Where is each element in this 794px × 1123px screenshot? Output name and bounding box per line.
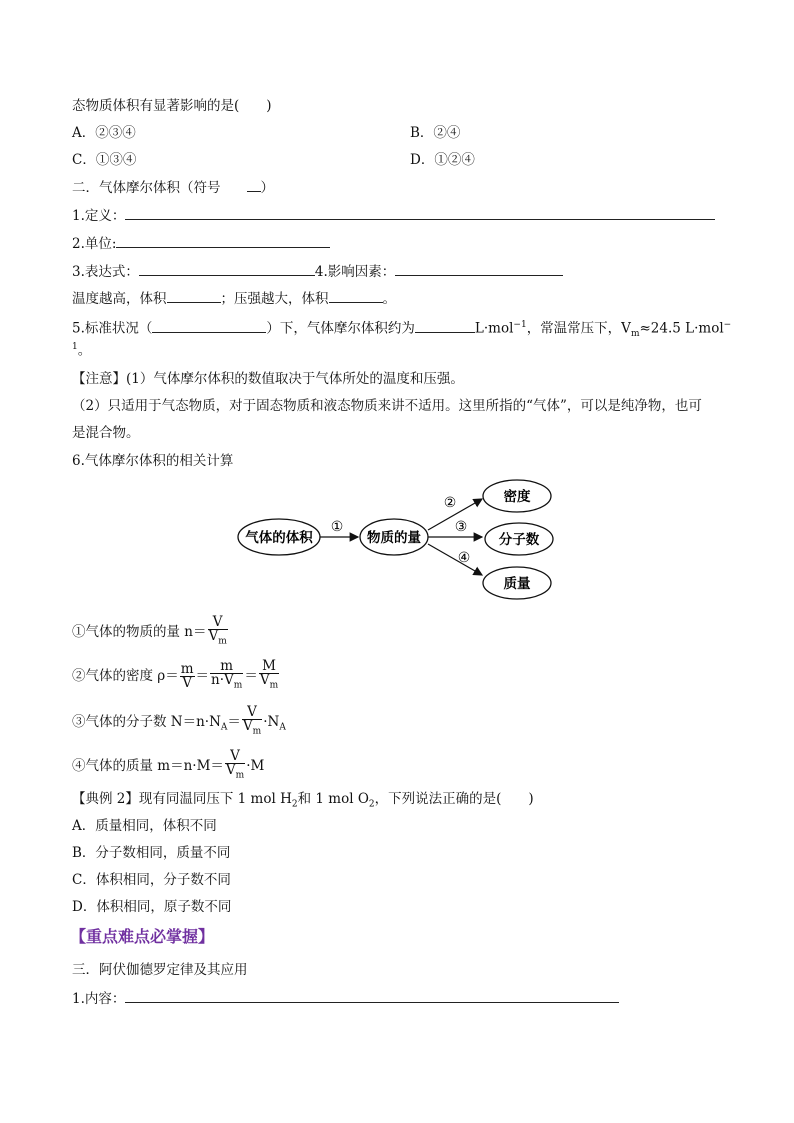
temperature-line: 温度越高，体积 ；压强越大，体积 。 — [72, 288, 396, 309]
example-2-option-b: B．分子数相同，质量不同 — [72, 845, 231, 861]
factors-blank[interactable] — [395, 261, 563, 276]
option-c: C．①③④ — [72, 152, 137, 168]
symbol-blank[interactable] — [247, 177, 261, 192]
example-2-option-c: C．体积相同，分子数不同 — [72, 872, 231, 888]
option-a: A．②③④ — [72, 125, 136, 141]
note-3: 是混合物。 — [72, 425, 140, 441]
note-2: （2）只适用于气态物质，对于固态物质和液态物质来讲不适用。这里所指的“气体”，可以是纯净物，也可 — [72, 398, 702, 414]
example-2-option-d: D．体积相同，原子数不同 — [72, 899, 232, 915]
definition-blank[interactable] — [125, 205, 715, 220]
calc-title: 6.气体摩尔体积的相关计算 — [72, 453, 234, 469]
standard-condition-line: 5.标准状况（ ）下，气体摩尔体积约为 L·mol$^{-1}$，常温常压下，$V_m\approx 24.5$ L·mol− — [72, 315, 731, 344]
node-gas-volume-label: 气体的体积 — [245, 530, 313, 546]
arrow-3-label: ③ — [454, 519, 468, 535]
question-stem-continued: 态物质体积有显著影响的是( ) — [72, 98, 272, 114]
formula-4: ④气体的质量 m＝n·M＝ $\frac{V}{V_m}$ ·M — [72, 748, 265, 781]
node-amount-label: 物质的量 — [367, 530, 421, 546]
molar-volume-diagram — [230, 475, 570, 605]
option-b: B．②④ — [410, 125, 461, 141]
formula-3: ③气体的分子数 $N=n\cdot N_A=$ $\frac{V}{V_m}$ $\cdot N_A$ — [72, 704, 286, 737]
example-2-option-a: A．质量相同，体积不同 — [72, 818, 217, 834]
arrow-4-label: ④ — [457, 550, 471, 566]
standard-condition-blank[interactable] — [152, 318, 266, 333]
key-points-heading: 【重点难点必掌握】 — [70, 927, 215, 946]
molar-volume-blank[interactable] — [415, 318, 475, 333]
unit-line: 2.单位: — [72, 233, 330, 254]
unit-blank[interactable] — [116, 233, 330, 248]
definition-line: 1.定义： — [72, 205, 715, 226]
standard-condition-wrap: $^1$。 — [72, 342, 92, 359]
expression-line: 3.表达式： 4.影响因素： — [72, 261, 563, 282]
expression-blank[interactable] — [139, 261, 315, 276]
formula-1: ①气体的物质的量 n＝ $\frac{V}{V_m}$ — [72, 614, 227, 647]
node-molecule-count-label: 分子数 — [498, 532, 540, 548]
arrow-1-label: ① — [330, 519, 344, 535]
arrow-4 — [428, 544, 482, 575]
content-blank[interactable] — [125, 988, 619, 1003]
temperature-blank[interactable] — [167, 288, 221, 303]
node-mass-label: 质量 — [503, 576, 531, 592]
section3-content-line: 1.内容： — [72, 988, 619, 1009]
option-d: D．①②④ — [410, 152, 475, 168]
pressure-blank[interactable] — [329, 288, 383, 303]
formula-2: ②气体的密度 ρ＝ $\frac{m}{V}$ ＝ $\frac{m}{n\cdot V_m}$ ＝ $\frac{M}{V_m}$ — [72, 658, 279, 691]
section3-title: 三．阿伏伽德罗定律及其应用 — [72, 962, 248, 978]
node-density-label: 密度 — [503, 489, 531, 505]
note-1: 【注意】(1）气体摩尔体积的数值取决于气体所处的温度和压强。 — [72, 371, 464, 387]
arrow-2-label: ② — [443, 495, 457, 511]
section2-title: 二．气体摩尔体积（符号 ） — [72, 177, 274, 198]
example-2-stem: 【典例 2】现有同温同压下 1 mol $H_2$和 1 mol $O_2$，下列说法正确的是( ) — [72, 791, 534, 810]
